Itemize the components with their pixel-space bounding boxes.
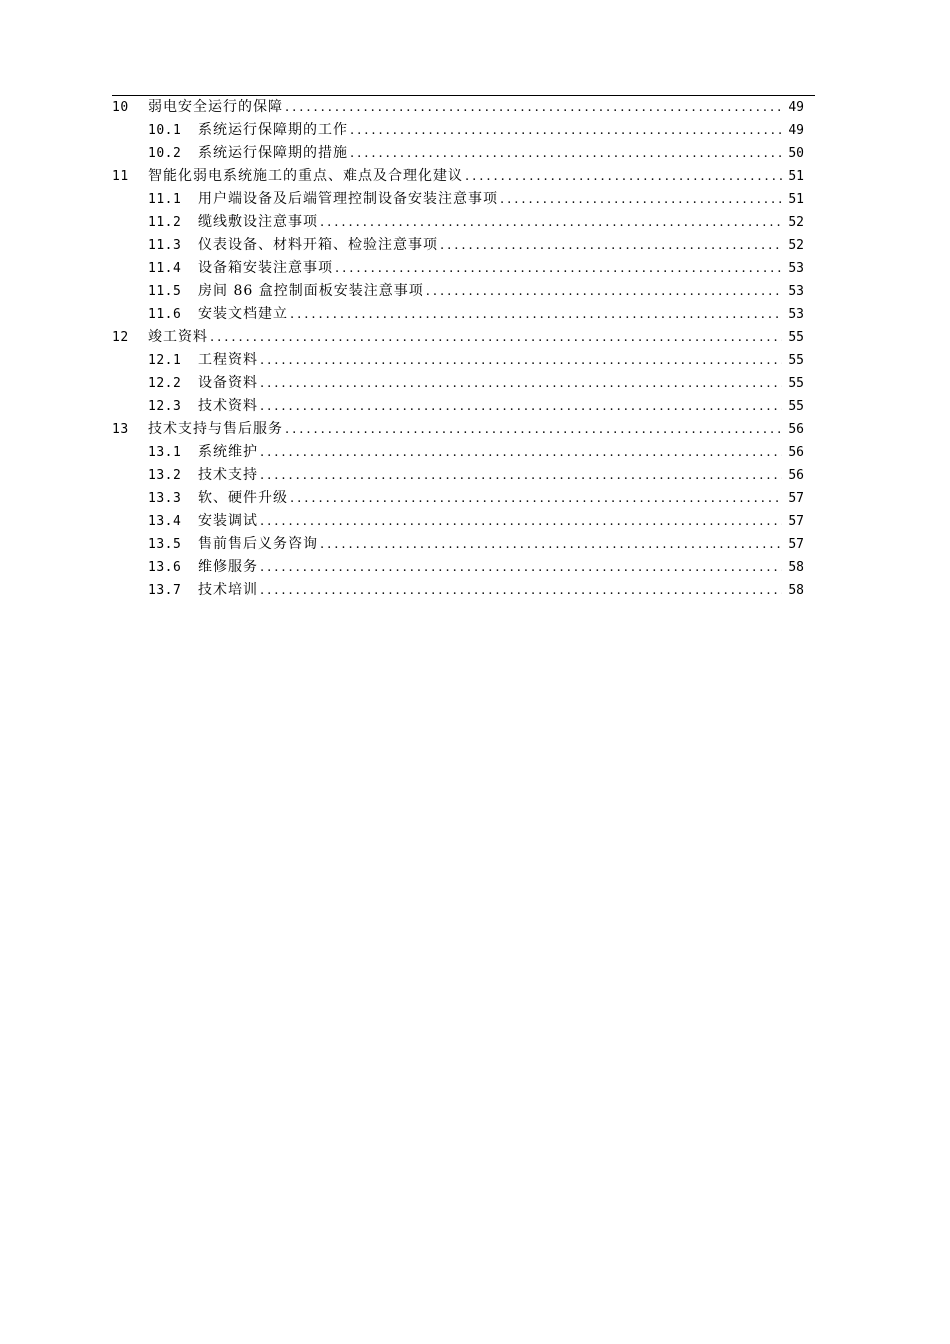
toc-entry[interactable] [112, 326, 804, 349]
toc-dot-leader [350, 119, 782, 142]
toc-entry-title: 安装文档建立 [198, 306, 288, 322]
toc-entry-title: 安装调试 [198, 513, 258, 529]
toc-dot-leader [426, 280, 782, 303]
toc-dot-leader [290, 303, 782, 326]
toc-entry-page: 57 [788, 491, 804, 506]
toc-entry[interactable] [112, 579, 804, 602]
toc-entry[interactable] [112, 142, 804, 165]
toc-entry[interactable] [112, 257, 804, 280]
toc-dot-leader [465, 165, 782, 188]
toc-entry-page: 56 [788, 445, 804, 460]
toc-dot-leader [440, 234, 782, 257]
toc-entry-title: 系统运行保障期的措施 [198, 145, 348, 161]
toc-entry[interactable] [112, 234, 804, 257]
toc-entry-title: 工程资料 [198, 352, 258, 368]
toc-dot-leader [260, 464, 782, 487]
toc-entry-number: 13 [112, 422, 129, 437]
toc-entry-number: 10.2 [148, 146, 182, 161]
table-of-contents [112, 96, 804, 602]
toc-entry[interactable] [112, 556, 804, 579]
toc-dot-leader [290, 487, 782, 510]
toc-entry-page: 58 [788, 560, 804, 575]
toc-entry-page: 52 [788, 238, 804, 253]
toc-dot-leader [260, 349, 782, 372]
toc-dot-leader [285, 418, 782, 441]
toc-entry-number: 11.5 [148, 284, 182, 299]
toc-entry-title: 设备资料 [198, 375, 258, 391]
toc-entry[interactable] [112, 418, 804, 441]
toc-entry-title: 房间 86 盒控制面板安装注意事项 [198, 283, 424, 299]
toc-entry-title: 维修服务 [198, 559, 258, 575]
toc-entry-page: 55 [788, 330, 804, 345]
toc-entry-page: 57 [788, 537, 804, 552]
toc-entry-title: 设备箱安装注意事项 [198, 260, 333, 276]
toc-entry-title: 技术培训 [198, 582, 258, 598]
toc-entry-number: 10 [112, 100, 129, 115]
toc-entry-page: 55 [788, 353, 804, 368]
toc-entry-page: 51 [788, 192, 804, 207]
toc-entry-number: 11.6 [148, 307, 182, 322]
toc-dot-leader [320, 211, 782, 234]
toc-entry-page: 52 [788, 215, 804, 230]
toc-entry[interactable] [112, 96, 804, 119]
toc-entry-page: 49 [788, 123, 804, 138]
toc-entry-title: 用户端设备及后端管理控制设备安装注意事项 [198, 191, 498, 207]
toc-entry[interactable] [112, 119, 804, 142]
toc-entry[interactable] [112, 280, 804, 303]
toc-entry-number: 11.4 [148, 261, 182, 276]
toc-entry-number: 13.5 [148, 537, 182, 552]
toc-entry-title: 缆线敷设注意事项 [198, 214, 318, 230]
toc-entry-title: 智能化弱电系统施工的重点、难点及合理化建议 [148, 168, 463, 184]
toc-entry-title: 技术资料 [198, 398, 258, 414]
toc-entry-number: 11.2 [148, 215, 182, 230]
toc-entry-number: 11 [112, 169, 129, 184]
toc-entry-page: 51 [788, 169, 804, 184]
toc-entry-title: 弱电安全运行的保障 [148, 99, 283, 115]
toc-entry-number: 13.6 [148, 560, 182, 575]
toc-dot-leader [260, 510, 782, 533]
toc-entry[interactable] [112, 211, 804, 234]
toc-dot-leader [335, 257, 782, 280]
toc-entry-page: 56 [788, 468, 804, 483]
toc-entry[interactable] [112, 303, 804, 326]
toc-dot-leader [350, 142, 782, 165]
toc-entry[interactable] [112, 510, 804, 533]
toc-entry-number: 12.3 [148, 399, 182, 414]
toc-entry-number: 12.2 [148, 376, 182, 391]
toc-entry-page: 55 [788, 399, 804, 414]
toc-entry[interactable] [112, 441, 804, 464]
toc-entry-number: 11.1 [148, 192, 182, 207]
toc-entry-number: 11.3 [148, 238, 182, 253]
toc-entry-page: 57 [788, 514, 804, 529]
toc-entry-page: 56 [788, 422, 804, 437]
toc-entry-page: 49 [788, 100, 804, 115]
toc-dot-leader [260, 441, 782, 464]
toc-entry-title: 系统运行保障期的工作 [198, 122, 348, 138]
toc-entry[interactable] [112, 349, 804, 372]
toc-entry-number: 12 [112, 330, 129, 345]
toc-entry-page: 55 [788, 376, 804, 391]
toc-entry-page: 53 [788, 261, 804, 276]
toc-entry-number: 13.2 [148, 468, 182, 483]
toc-entry-number: 13.4 [148, 514, 182, 529]
toc-entry-page: 50 [788, 146, 804, 161]
toc-dot-leader [285, 96, 782, 119]
toc-entry-title: 仪表设备、材料开箱、检验注意事项 [198, 237, 438, 253]
toc-entry-number: 12.1 [148, 353, 182, 368]
toc-dot-leader [210, 326, 782, 349]
toc-dot-leader [260, 556, 782, 579]
toc-entry-page: 53 [788, 284, 804, 299]
toc-entry[interactable] [112, 395, 804, 418]
toc-entry[interactable] [112, 165, 804, 188]
toc-entry-title: 系统维护 [198, 444, 258, 460]
toc-entry[interactable] [112, 487, 804, 510]
toc-dot-leader [260, 579, 782, 602]
toc-entry-number: 13.1 [148, 445, 182, 460]
toc-dot-leader [260, 372, 782, 395]
toc-entry-number: 13.3 [148, 491, 182, 506]
toc-entry-number: 10.1 [148, 123, 182, 138]
toc-entry[interactable] [112, 188, 804, 211]
toc-entry[interactable] [112, 533, 804, 556]
toc-entry-title: 软、硬件升级 [198, 490, 288, 506]
toc-entry-title: 技术支持 [198, 467, 258, 483]
toc-entry-page: 53 [788, 307, 804, 322]
toc-entry[interactable] [112, 464, 804, 487]
toc-entry-title: 技术支持与售后服务 [148, 421, 283, 437]
toc-dot-leader [320, 533, 782, 556]
toc-dot-leader [500, 188, 782, 211]
toc-entry-page: 58 [788, 583, 804, 598]
toc-entry[interactable] [112, 372, 804, 395]
toc-entry-title: 竣工资料 [148, 329, 208, 345]
toc-entry-title: 售前售后义务咨询 [198, 536, 318, 552]
toc-entry-number: 13.7 [148, 583, 182, 598]
toc-dot-leader [260, 395, 782, 418]
